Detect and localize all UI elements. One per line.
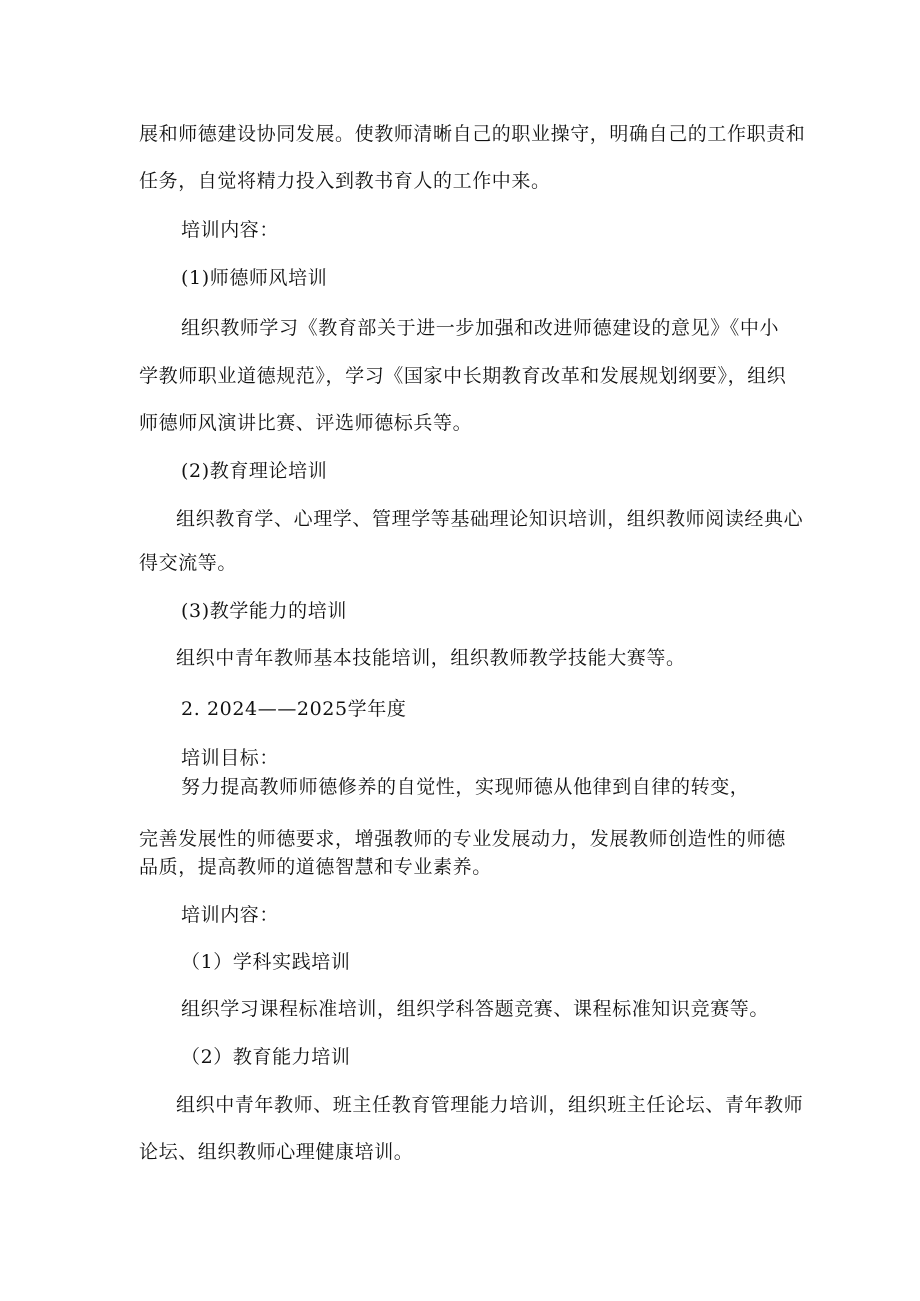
subsection-heading: （2）教育能力培训 [181, 1046, 351, 1068]
paragraph-line: 得交流等。 [139, 552, 238, 574]
paragraph-line: 论坛、组织教师心理健康培训。 [139, 1141, 414, 1163]
subsection-heading: (1)师德师风培训 [181, 267, 328, 289]
paragraph-line: 任务，自觉将精力投入到教书育人的工作中来。 [139, 170, 551, 192]
paragraph-line: 学教师职业道德规范》，学习《国家中长期教育改革和发展规划纲要》，组织 [139, 365, 787, 387]
subsection-heading: （1）学科实践培训 [181, 951, 351, 973]
paragraph-line: 组织中青年教师基本技能培训，组织教师教学技能大赛等。 [176, 647, 686, 669]
paragraph-line: 完善发展性的师德要求，增强教师的专业发展动力，发展教师创造性的师德 [139, 828, 786, 850]
paragraph-line: 展和师德建设协同发展。使教师清晰自己的职业操守，明确自己的工作职责和 [139, 123, 806, 145]
section-heading: 培训目标： [181, 747, 280, 769]
paragraph-line: 组织中青年教师、班主任教育管理能力培训，组织班主任论坛、青年教师 [176, 1094, 804, 1116]
subsection-heading: (3)教学能力的培训 [181, 600, 347, 622]
paragraph-line: 组织教师学习《教育部关于进一步加强和改进师德建设的意见》《中小 [181, 317, 780, 339]
paragraph-line: 努力提高教师师德修养的自觉性，实现师德从他律到自律的转变， [181, 776, 750, 798]
paragraph-line: 组织教育学、心理学、管理学等基础理论知识培训，组织教师阅读经典心 [176, 508, 804, 530]
paragraph-line: 组织学习课程标准培训，组织学科答题竞赛、课程标准知识竞赛等。 [181, 998, 770, 1020]
section-heading: 培训内容： [181, 219, 280, 241]
paragraph-line: 师德师风演讲比赛、评选师德标兵等。 [139, 412, 473, 434]
year-heading: 2. 2024——2025学年度 [181, 698, 407, 720]
subsection-heading: (2)教育理论培训 [181, 460, 328, 482]
section-heading: 培训内容： [181, 904, 280, 926]
paragraph-line: 品质，提高教师的道德智慧和专业素养。 [139, 856, 492, 878]
